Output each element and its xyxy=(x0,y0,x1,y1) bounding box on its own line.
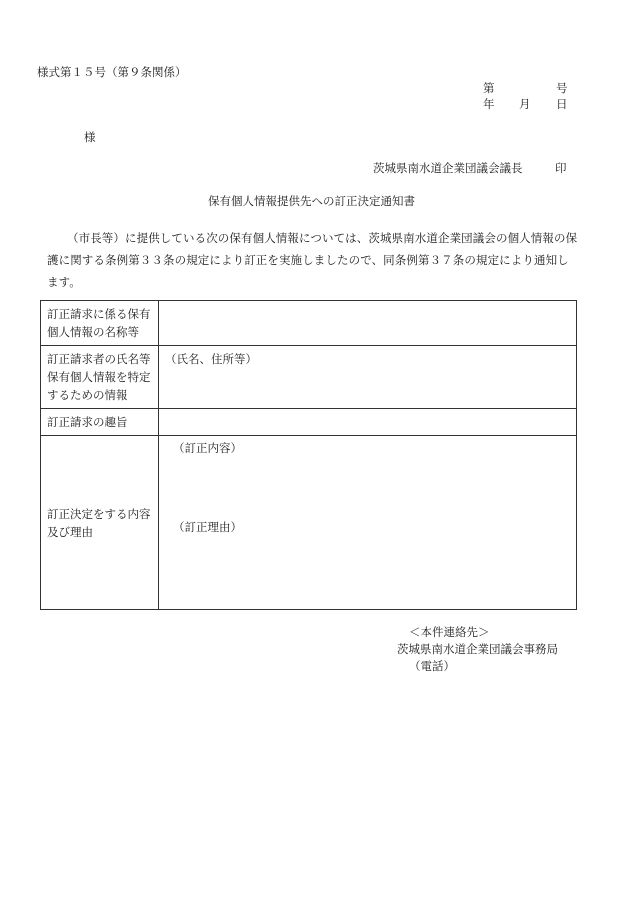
date-day: 日 xyxy=(556,97,568,111)
contact-phone: （電話） xyxy=(409,659,455,673)
row3-label: 訂正請求の趣旨 xyxy=(41,409,159,436)
doc-number-dai: 第 xyxy=(483,81,495,95)
date-year: 年 xyxy=(483,97,495,111)
row1-label: 訂正請求に係る保有個人情報の名称等 xyxy=(41,301,159,346)
row2-note: （氏名、住所等） xyxy=(165,352,257,366)
row1-value xyxy=(159,301,577,346)
table-row xyxy=(41,346,577,409)
row4-note-content: （訂正内容） xyxy=(173,441,242,455)
doc-number-go: 号 xyxy=(556,81,568,95)
row2-value xyxy=(159,346,577,409)
contact-block xyxy=(397,624,558,675)
row2-label: 訂正請求者の氏名等保有個人情報を特定するための情報 xyxy=(41,346,159,409)
row4-value xyxy=(159,436,577,610)
date-month: 月 xyxy=(519,97,531,111)
body-paragraph: （市長等）に提供している次の保有個人情報については、茨城県南水道企業団議会の個人情報の保護に関する条例第３３条の規定により訂正を実施しましたので、同条例第３７条の規定により通知します。 xyxy=(47,231,578,289)
addressee-suffix: 様 xyxy=(84,130,96,144)
contact-office: 茨城県南水道企業団議会事務局 xyxy=(397,642,558,656)
table-row xyxy=(41,409,577,436)
document-title: 保有個人情報提供先への訂正決定通知書 xyxy=(208,194,415,208)
table-row xyxy=(41,436,577,610)
correction-table xyxy=(40,300,577,610)
sender-name: 茨城県南水道企業団議会議長 xyxy=(373,161,523,175)
table-row xyxy=(41,301,577,346)
row4-note-reason: （訂正理由） xyxy=(173,520,242,534)
row4-label: 訂正決定をする内容及び理由 xyxy=(41,436,159,610)
sender-seal: 印 xyxy=(555,161,567,175)
form-number: 様式第１５号（第９条関係） xyxy=(37,65,187,79)
contact-heading: ＜本件連絡先＞ xyxy=(409,625,490,639)
row3-value xyxy=(159,409,577,436)
